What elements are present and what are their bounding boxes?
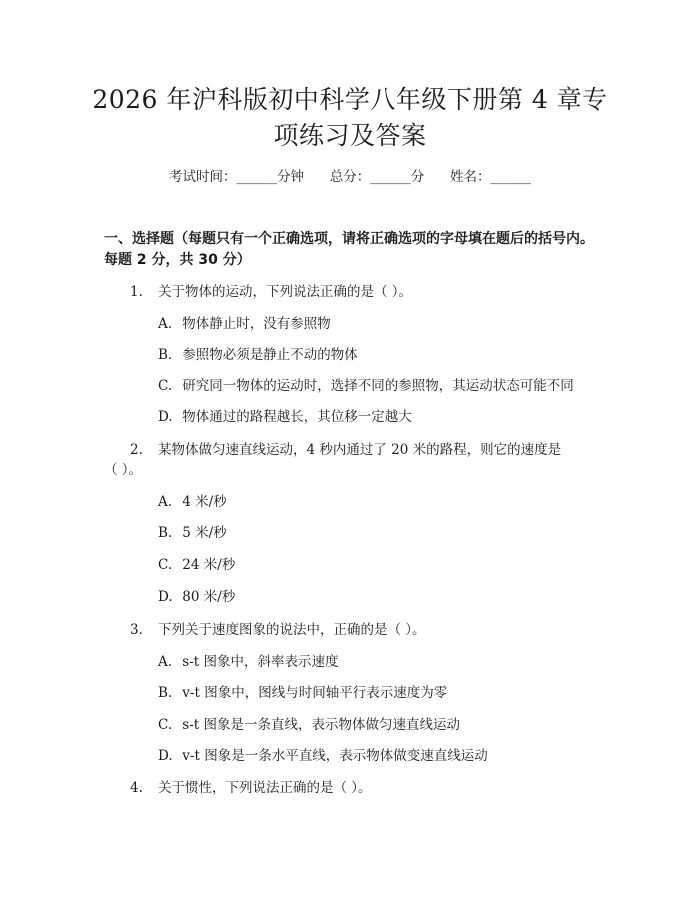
option-letter: A.: [158, 316, 173, 332]
score-label: 总分：: [329, 169, 371, 185]
question-number: 2.: [130, 442, 143, 458]
question-2-option-a: [158, 492, 598, 512]
option-letter: A.: [158, 494, 173, 510]
name-blank: ______: [490, 169, 531, 185]
question-2: [104, 440, 574, 480]
option-text: 参照物必须是静止不动的物体: [182, 347, 358, 363]
question-3: [104, 620, 584, 640]
question-3-option-a: [158, 652, 598, 672]
question-1-option-a: [158, 314, 598, 334]
question-2-option-d: [158, 587, 598, 607]
question-2-option-c: [158, 555, 598, 575]
question-1: [104, 282, 584, 302]
question-1-option-b: [158, 345, 598, 365]
section-heading: [104, 229, 624, 271]
question-text: 关于惯性，下列说法正确的是（ ）。: [158, 780, 372, 796]
score-blank: ______: [370, 169, 411, 185]
option-text: s-t 图象是一条直线，表示物体做匀速直线运动: [182, 717, 461, 733]
title-line-2: 项练习及答案: [273, 121, 427, 150]
question-text: 下列关于速度图象的说法中，正确的是（ ）。: [158, 622, 426, 638]
question-2-option-b: [158, 523, 598, 543]
section-heading-line-2: 每题 2 分，共 30 分）: [104, 252, 251, 268]
option-letter: B.: [158, 525, 173, 541]
question-text-line-2: （ ）。: [104, 462, 143, 478]
question-text-line-1: 某物体做匀速直线运动，4 秒内通过了 20 米的路程，则它的速度是: [158, 442, 562, 458]
score-unit: 分: [410, 169, 425, 185]
title-line-1: 2026 年沪科版初中科学八年级下册第 4 章专: [92, 85, 608, 114]
option-letter: D.: [158, 748, 173, 764]
time-blank: ______: [236, 169, 277, 185]
option-text: 5 米/秒: [182, 525, 227, 541]
option-letter: C.: [158, 557, 173, 573]
question-number: 3.: [130, 622, 143, 638]
option-letter: B.: [158, 685, 173, 701]
option-letter: B.: [158, 347, 173, 363]
question-3-option-b: [158, 683, 598, 703]
option-letter: D.: [158, 409, 173, 425]
exam-info-line: [0, 167, 700, 187]
option-text: 物体静止时，没有参照物: [182, 316, 331, 332]
name-label: 姓名：: [450, 169, 491, 185]
option-text: v-t 图象中，图线与时间轴平行表示速度为零: [182, 685, 448, 701]
time-label: 考试时间：: [169, 169, 237, 185]
option-text: 研究同一物体的运动时，选择不同的参照物，其运动状态可能不同: [182, 378, 574, 394]
option-letter: C.: [158, 378, 173, 394]
option-text: 物体通过的路程越长，其位移一定越大: [182, 409, 412, 425]
question-text: 关于物体的运动，下列说法正确的是（ ）。: [158, 284, 413, 300]
option-text: s-t 图象中，斜率表示速度: [182, 654, 339, 670]
question-1-option-c: [158, 376, 598, 396]
section-heading-line-1: 一、选择题（每题只有一个正确选项，请将正确选项的字母填在题后的括号内。: [104, 231, 594, 247]
option-letter: C.: [158, 717, 173, 733]
option-letter: A.: [158, 654, 173, 670]
question-3-option-d: [158, 746, 598, 766]
question-1-option-d: [158, 407, 598, 427]
time-unit: 分钟: [277, 169, 304, 185]
question-number: 4.: [130, 780, 143, 796]
question-number: 1.: [130, 284, 143, 300]
document-title: [60, 82, 640, 154]
question-4: [104, 778, 584, 798]
option-text: 80 米/秒: [182, 589, 236, 605]
option-letter: D.: [158, 589, 173, 605]
option-text: 4 米/秒: [182, 494, 227, 510]
option-text: 24 米/秒: [182, 557, 236, 573]
option-text: v-t 图象是一条水平直线，表示物体做变速直线运动: [182, 748, 488, 764]
question-3-option-c: [158, 715, 598, 735]
